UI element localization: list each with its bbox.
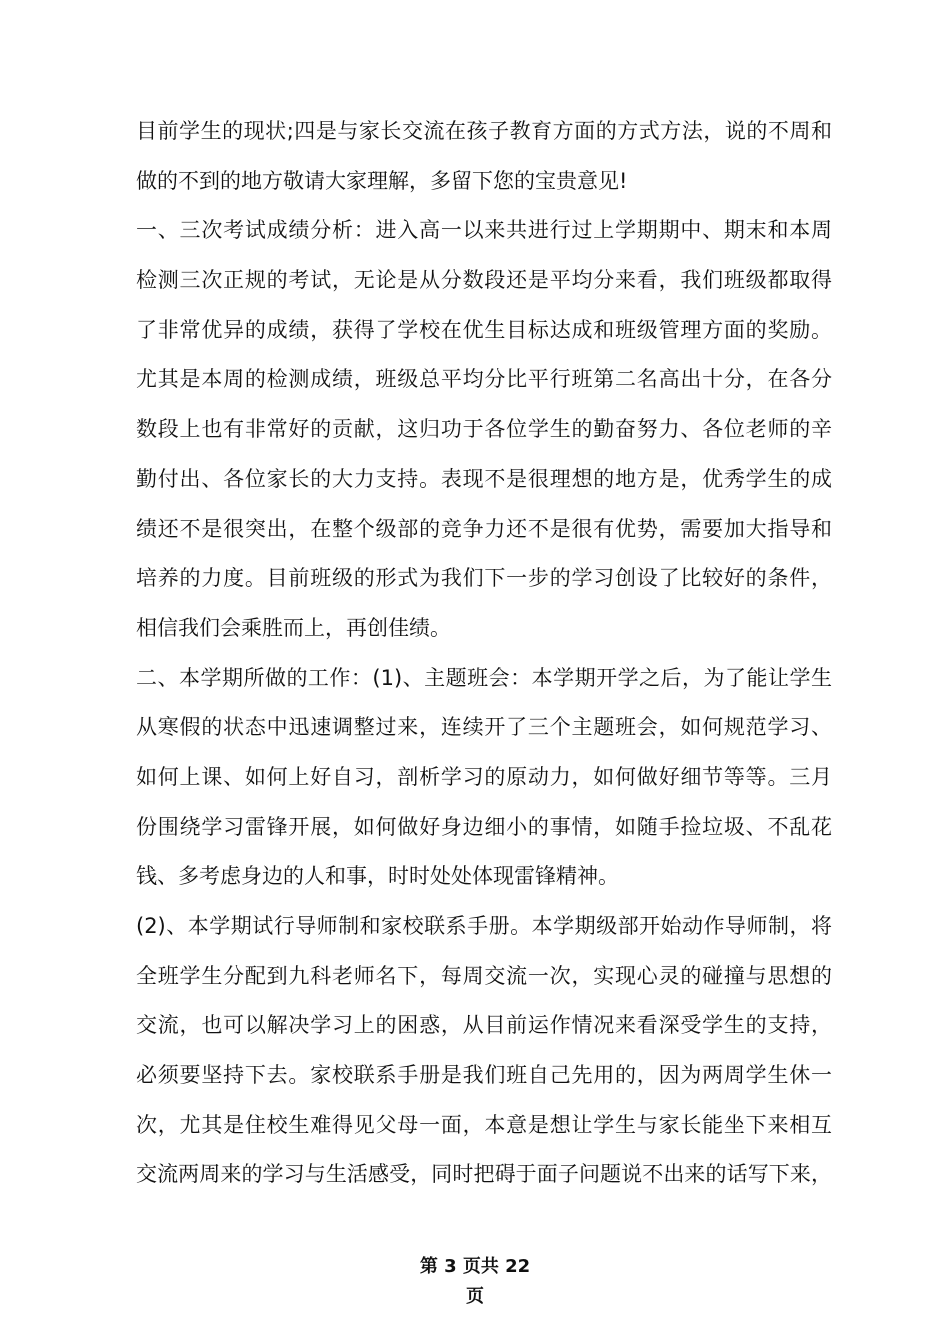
text-line: 了非常优异的成绩，获得了学校在优生目标达成和班级管理方面的奖励。 bbox=[136, 317, 832, 342]
text-line: 交流，也可以解决学习上的困惑，从目前运作情况来看深受学生的支持， bbox=[136, 1013, 832, 1038]
text-line: 做的不到的地方敬请大家理解，多留下您的宝贵意见! bbox=[136, 168, 628, 193]
text-line: 勤付出、各位家长的大力支持。表现不是很理想的地方是，优秀学生的成 bbox=[136, 466, 832, 491]
paragraph-1 bbox=[136, 107, 832, 206]
page-number-line-1: 第 3 页共 22 bbox=[419, 1256, 531, 1277]
paragraph-4 bbox=[136, 902, 832, 1200]
text-line: 必须要坚持下去。家校联系手册是我们班自己先用的，因为两周学生休一 bbox=[136, 1063, 832, 1088]
paragraph-2 bbox=[136, 206, 832, 653]
text-line: (2)、本学期试行导师制和家校联系手册。本学期级部开始动作导师制，将 bbox=[136, 914, 832, 938]
paragraph-3 bbox=[136, 654, 832, 902]
text-line: 尤其是本周的检测成绩，班级总平均分比平行班第二名高出十分，在各分 bbox=[136, 367, 832, 392]
text-line: 次，尤其是住校生难得见父母一面，本意是想让学生与家长能坐下来相互 bbox=[136, 1112, 832, 1137]
page-number-footer bbox=[0, 1252, 950, 1312]
text-line: 从寒假的状态中迅速调整过来，连续开了三个主题班会，如何规范学习、 bbox=[136, 715, 832, 740]
page-number-line-2: 页 bbox=[466, 1286, 484, 1307]
text-line: 绩还不是很突出，在整个级部的竞争力还不是很有优势，需要加大指导和 bbox=[136, 516, 832, 541]
text-line: 目前学生的现状;四是与家长交流在孩子教育方面的方式方法，说的不周和 bbox=[136, 119, 832, 143]
text-line: 相信我们会乘胜而上，再创佳绩。 bbox=[136, 615, 451, 640]
text-line: 二、本学期所做的工作：(1)、主题班会：本学期开学之后，为了能让学生 bbox=[136, 665, 832, 690]
text-line: 全班学生分配到九科老师名下，每周交流一次，实现心灵的碰撞与思想的 bbox=[136, 963, 832, 988]
text-line: 检测三次正规的考试，无论是从分数段还是平均分来看，我们班级都取得 bbox=[136, 268, 832, 293]
text-line: 交流两周来的学习与生活感受，同时把碍于面子问题说不出来的话写下来， bbox=[136, 1162, 832, 1187]
document-body bbox=[136, 107, 832, 1200]
text-line: 培养的力度。目前班级的形式为我们下一步的学习创设了比较好的条件， bbox=[136, 566, 832, 591]
text-line: 份围绕学习雷锋开展，如何做好身边细小的事情，如随手捡垃圾、不乱花 bbox=[136, 814, 832, 839]
text-line: 数段上也有非常好的贡献，这归功于各位学生的勤奋努力、各位老师的辛 bbox=[136, 417, 832, 442]
text-line: 如何上课、如何上好自习，剖析学习的原动力，如何做好细节等等。三月 bbox=[136, 764, 832, 789]
text-line: 钱、多考虑身边的人和事，时时处处体现雷锋精神。 bbox=[136, 864, 619, 889]
text-line: 一、三次考试成绩分析：进入高一以来共进行过上学期期中、期末和本周 bbox=[136, 218, 832, 243]
